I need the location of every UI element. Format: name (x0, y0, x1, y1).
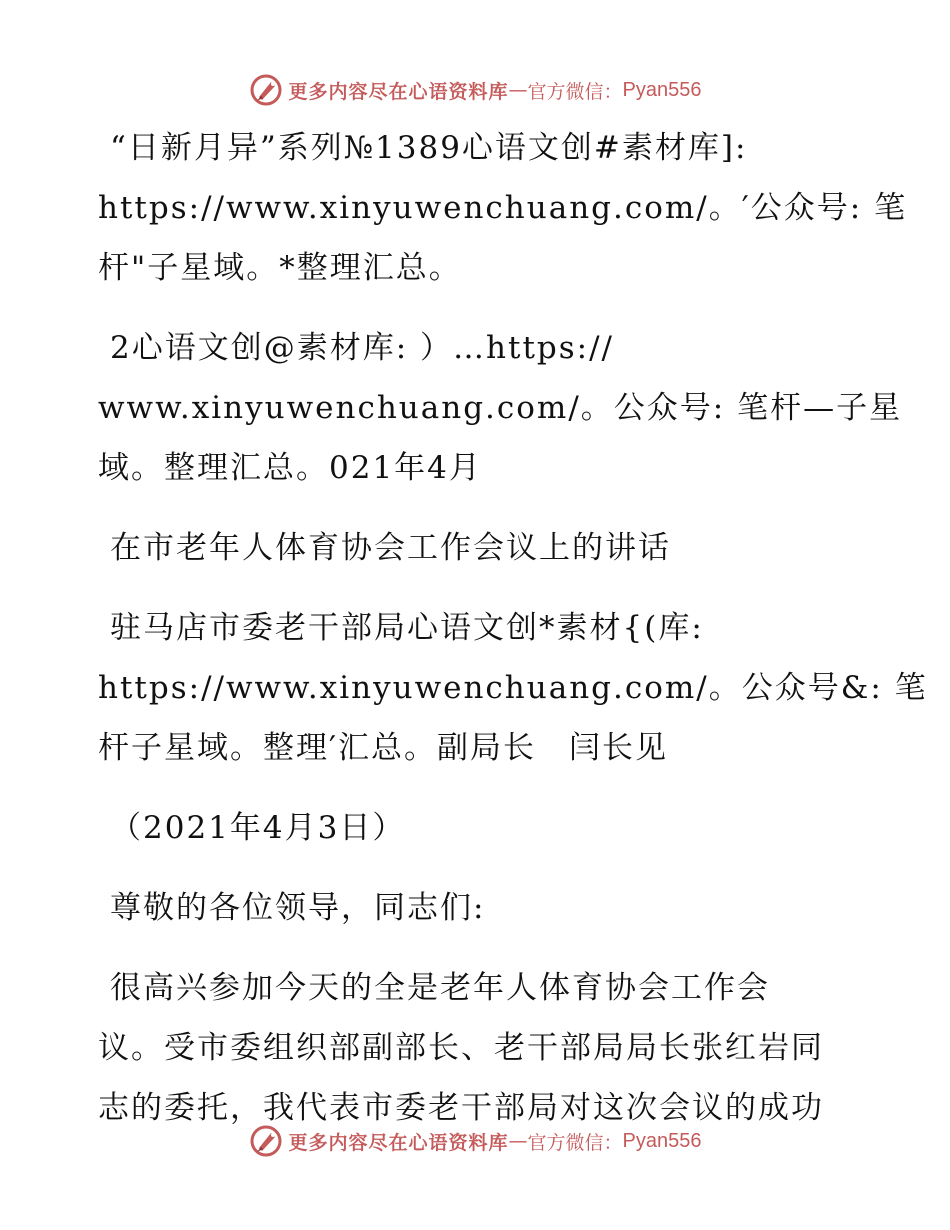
text-line: https://www.xinyuwenchuang.com/。′公众号: 笔 (98, 190, 908, 226)
text-line: 域。整理汇总。021年4月 (98, 450, 482, 486)
paragraph-body (98, 958, 858, 1138)
pen-nib-logo-icon (249, 1124, 283, 1158)
text-line: 杆"子星域。*整理汇总。 (98, 250, 462, 286)
paragraph-1 (98, 118, 908, 298)
pen-nib-logo-icon (249, 73, 283, 107)
footer-brand-text: 更多内容尽在心语资料库 (288, 1131, 509, 1154)
text-line: 志的委托，我代表市委老干部局对这次会议的成功 (98, 1090, 824, 1126)
paragraph-2 (98, 318, 903, 498)
footer-banner (0, 1121, 950, 1161)
text-line: 议。受市委组织部副部长、老干部局局长张红岩同 (98, 1030, 824, 1066)
text-line: “日新月异”系列№1389心语文创#素材库]: (110, 130, 748, 166)
speaker-line (98, 598, 928, 778)
text-line: 驻马店市委老干部局心语文创*素材{(库: (110, 610, 704, 646)
document-body (98, 118, 928, 1158)
text-line: （2021年4月3日） (110, 810, 406, 846)
text-line: 2心语文创@素材库: ）…https:// (110, 330, 614, 366)
header-wechat-id: Pyan556 (622, 78, 702, 101)
header-wechat-label: 官方微信： (527, 80, 623, 103)
text-line: www.xinyuwenchuang.com/。公众号: 笔杆—子星 (98, 390, 903, 426)
text-line: 尊敬的各位领导，同志们: (110, 890, 486, 926)
footer-dash: — (508, 1130, 528, 1152)
text-line: 杆子星域。整理′汇总。副局长 闫长见 (98, 730, 669, 766)
speech-date (98, 798, 858, 858)
text-line: 在市老年人体育协会工作会议上的讲话 (110, 530, 671, 566)
text-line: https://www.xinyuwenchuang.com/。公众号&: 笔 (98, 670, 928, 706)
text-line: 很高兴参加今天的全是老年人体育协会工作会 (110, 970, 770, 1006)
salutation (98, 878, 858, 938)
footer-wechat-id: Pyan556 (622, 1129, 702, 1152)
header-brand-text: 更多内容尽在心语资料库 (288, 80, 509, 103)
header-banner (0, 70, 950, 110)
speech-title (98, 518, 858, 578)
footer-wechat-label: 官方微信： (527, 1131, 623, 1154)
header-dash: — (508, 79, 528, 101)
